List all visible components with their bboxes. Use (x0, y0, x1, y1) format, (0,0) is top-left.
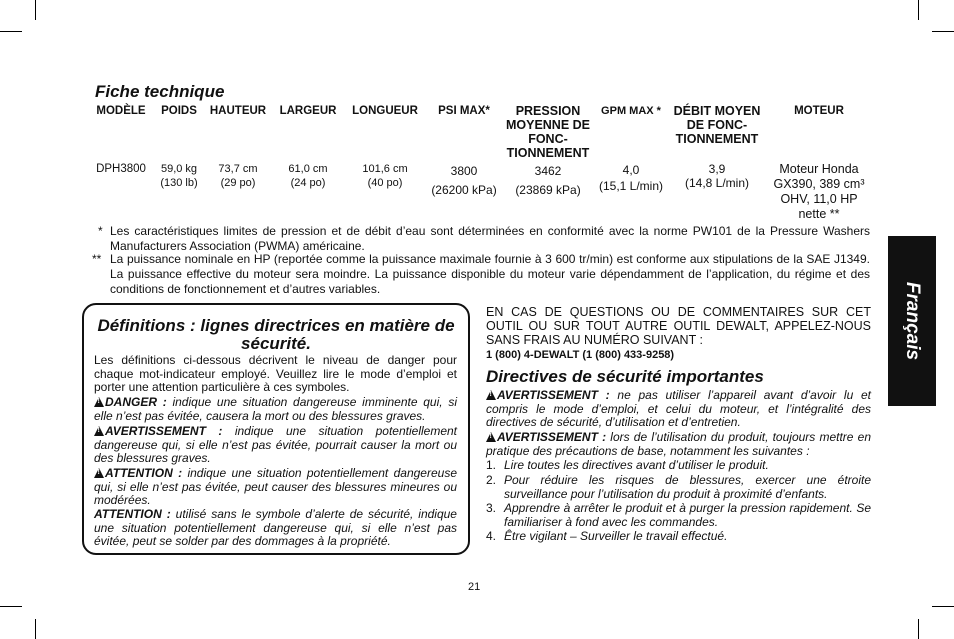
definition-term: ATTENTION : (105, 466, 183, 480)
footnote-1 (92, 224, 870, 254)
cell-length-alt: (40 po) (367, 177, 403, 189)
header-engine: MOTEUR (794, 105, 844, 117)
definition-danger (94, 396, 457, 423)
list-item-number: 1. (486, 458, 497, 472)
directive-warning-1 (486, 389, 871, 430)
list-item (486, 459, 871, 473)
crop-mark (0, 606, 22, 607)
definition-text: indique une situation potentiellement dangereuse qui, si elle n’est pas évitée, peut causer des blessures mineures ou modérées. (94, 466, 457, 507)
cell-pressure-avg-value: 3462 (534, 164, 562, 178)
directives-title: Directives de sécurité importantes (486, 367, 764, 386)
list-item-text: Apprendre à arrêter le produit et à purger la pression rapidement. Se familiariser à fond avec les commandes. (504, 501, 871, 529)
footnote-2 (92, 252, 870, 297)
spec-title: Fiche technique (95, 82, 225, 101)
footnote-2-mark: ** (92, 252, 102, 266)
list-item-number: 2. (486, 473, 497, 487)
crop-mark (918, 0, 919, 20)
directive-warning-2 (486, 431, 871, 458)
list-item (486, 502, 871, 529)
definition-term: DANGER : (105, 395, 167, 409)
crop-mark (35, 619, 36, 639)
header-width: LARGEUR (279, 105, 337, 117)
header-pressure-avg: PRESSION MOYENNE DE FONC- TIONNEMENT (505, 104, 591, 160)
definition-text: indique une situation dangereuse imminente qui, si elle n’est pas évitée, causera la mort ou des blessures graves. (94, 395, 457, 423)
cell-psi-max-value: 3800 (450, 164, 478, 178)
contact-text: EN CAS DE QUESTIONS OU DE COMMENTAIRES SUR CET OUTIL OU SUR TOUT AUTRE OUTIL DEWALT, APPELEZ-NOUS SANS FRAIS AU NUMÉRO SUIVANT : (486, 305, 871, 347)
definitions-intro: Les définitions ci-dessous décrivent le niveau de danger pour chaque mot-indicateur employé. Veuillez lire le mode d’emploi et porter une attention particulière à ces symboles. (94, 353, 457, 394)
cell-length-value: 101,6 cm (362, 163, 408, 175)
warning-triangle-icon (94, 468, 104, 478)
cell-weight-value: 59,0 kg (160, 163, 198, 175)
definition-attention (94, 467, 457, 508)
language-tab (888, 236, 936, 406)
cell-height-alt: (29 po) (220, 177, 256, 189)
header-gpm-max: GPM MAX * (601, 105, 661, 117)
directive-text: lors de l’utilisation du produit, toujours mettre en pratique des précautions de base, notamment les suivantes : (486, 430, 872, 458)
cell-flow-avg-value: 3,9 (708, 162, 726, 176)
list-item-text: Pour réduire les risques de blessures, exercer une étroite surveillance pour l’utilisation du produit à proximité d’enfants. (504, 473, 871, 501)
warning-triangle-icon (94, 397, 104, 407)
cell-gpm-max (592, 162, 670, 194)
list-item-text: Lire toutes les directives avant d’utiliser le produit. (504, 458, 769, 472)
cell-model-value: DPH3800 (96, 163, 146, 175)
footnote-2-text: La puissance nominale en HP (reportée comme la puissance maximale fournie à 3 600 tr/min) est conforme aux stipulations de la SAE J1349. La puissance effective du moteur sera moindre. La puissance disponible du moteur varie dépendamment de l’application, du régime et des conditions de fonctionnement et d’autres variables. (110, 252, 870, 296)
cell-height (206, 162, 270, 190)
cell-psi-max (424, 162, 504, 200)
cell-psi-max-alt: (26200 kPa) (431, 183, 497, 197)
list-item (486, 474, 871, 501)
cell-pressure-avg-alt: (23869 kPa) (515, 183, 581, 197)
language-tab-label: Français (902, 281, 923, 361)
cell-height-value: 73,7 cm (218, 163, 258, 175)
cell-flow-avg (675, 162, 759, 190)
definition-attention-property (94, 508, 457, 549)
cell-width (276, 162, 340, 190)
contact-phone: 1 (800) 4-DEWALT (1 (800) 433-9258) (486, 349, 675, 361)
crop-mark (35, 0, 36, 20)
cell-flow-avg-alt: (14,8 L/min) (684, 176, 750, 190)
directive-term: AVERTISSEMENT : (497, 430, 607, 444)
cell-weight (152, 162, 206, 190)
cell-pressure-avg (506, 162, 590, 200)
list-item-text: Être vigilant – Surveiller le travail effectué. (504, 529, 728, 543)
cell-gpm-max-alt: (15,1 L/min) (598, 179, 664, 193)
directive-term: AVERTISSEMENT : (497, 388, 610, 402)
crop-mark (918, 619, 919, 639)
footnote-1-text: Les caractéristiques limites de pression et de débit d’eau sont déterminées en conformité avec la norme PW101 de la Pressure Washers Manufacturers Association (PWMA) américaine. (110, 224, 870, 253)
cell-length (349, 162, 421, 190)
warning-triangle-icon (94, 426, 104, 436)
crop-mark (932, 31, 954, 32)
definition-term: AVERTISSEMENT : (105, 424, 223, 438)
crop-mark (0, 31, 22, 32)
directive-text: ne pas utiliser l’appareil avant d’avoir lu et compris le mode d’emploi, et celui du moteur, et l’intégralité des directives de sécurité, d’utilisation et d’entretien. (486, 388, 872, 429)
definition-term: ATTENTION : (94, 507, 171, 521)
crop-mark (932, 606, 954, 607)
list-item-number: 3. (486, 501, 497, 515)
cell-width-value: 61,0 cm (288, 163, 328, 175)
cell-width-alt: (24 po) (290, 177, 326, 189)
definition-text: indique une situation potentiellement dangereuse qui, si elle n’est pas évitée, pourrait causer la mort ou des blessures graves. (94, 424, 458, 465)
footnote-1-mark: * (98, 224, 103, 238)
header-weight: POIDS (161, 105, 197, 117)
header-flow-avg: DÉBIT MOYEN DE FONC- TIONNEMENT (673, 104, 761, 146)
header-height: HAUTEUR (209, 105, 267, 117)
header-psi-max: PSI MAX* (438, 105, 490, 117)
warning-triangle-icon (486, 390, 496, 400)
warning-triangle-icon (486, 432, 496, 442)
cell-engine: Moteur Honda GX390, 389 cm³ OHV, 11,0 HP nette ** (773, 162, 865, 221)
cell-weight-alt: (130 lb) (160, 177, 198, 189)
list-item (486, 530, 871, 544)
definitions-title: Définitions : lignes directrices en matière de sécurité. (97, 316, 455, 353)
cell-gpm-max-value: 4,0 (622, 163, 640, 177)
definition-avertissement (94, 425, 457, 466)
cell-model (92, 162, 150, 176)
header-length: LONGUEUR (352, 105, 418, 117)
page-number: 21 (468, 581, 481, 593)
list-item-number: 4. (486, 529, 497, 543)
definition-text: utilisé sans le symbole d’alerte de sécurité, indique une situation potentiellement dangereuse qui, si elle n’est pas évitée, peut se solder par des dommages à la propriété. (94, 507, 457, 548)
header-model: MODÈLE (96, 105, 146, 117)
